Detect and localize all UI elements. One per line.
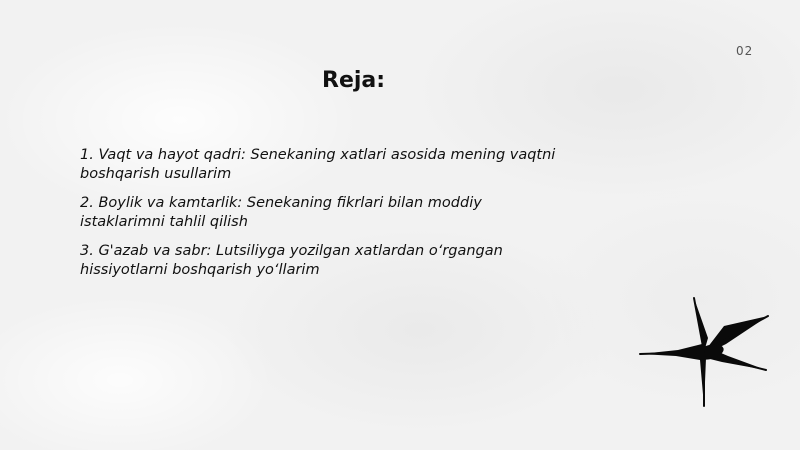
- plan-item-3-line-1: 3. G'azab va sabr: Lutsiliyga yozilgan xatlardan o‘rgangan: [80, 243, 503, 259]
- four-point-star-icon: [636, 294, 772, 410]
- plan-item-2: [80, 194, 580, 232]
- plan-item-1: [80, 146, 580, 184]
- slide-title: Reja:: [322, 68, 386, 93]
- plan-list: [80, 146, 580, 290]
- plan-item-1-line-1: 1. Vaqt va hayot qadri: Senekaning xatlari asosida mening vaqtni: [80, 147, 556, 163]
- plan-item-2-line-1: 2. Boylik va kamtarlik: Senekaning fikrlari bilan moddiy: [80, 195, 482, 211]
- plan-item-1-line-2: boshqarish usullarim: [80, 166, 232, 182]
- page-number: 02: [736, 44, 754, 58]
- plan-item-3-line-2: hissiyotlarni boshqarish yo‘llarim: [80, 262, 320, 278]
- plan-item-3: [80, 242, 580, 280]
- plan-item-2-line-2: istaklarimni tahlil qilish: [80, 214, 248, 230]
